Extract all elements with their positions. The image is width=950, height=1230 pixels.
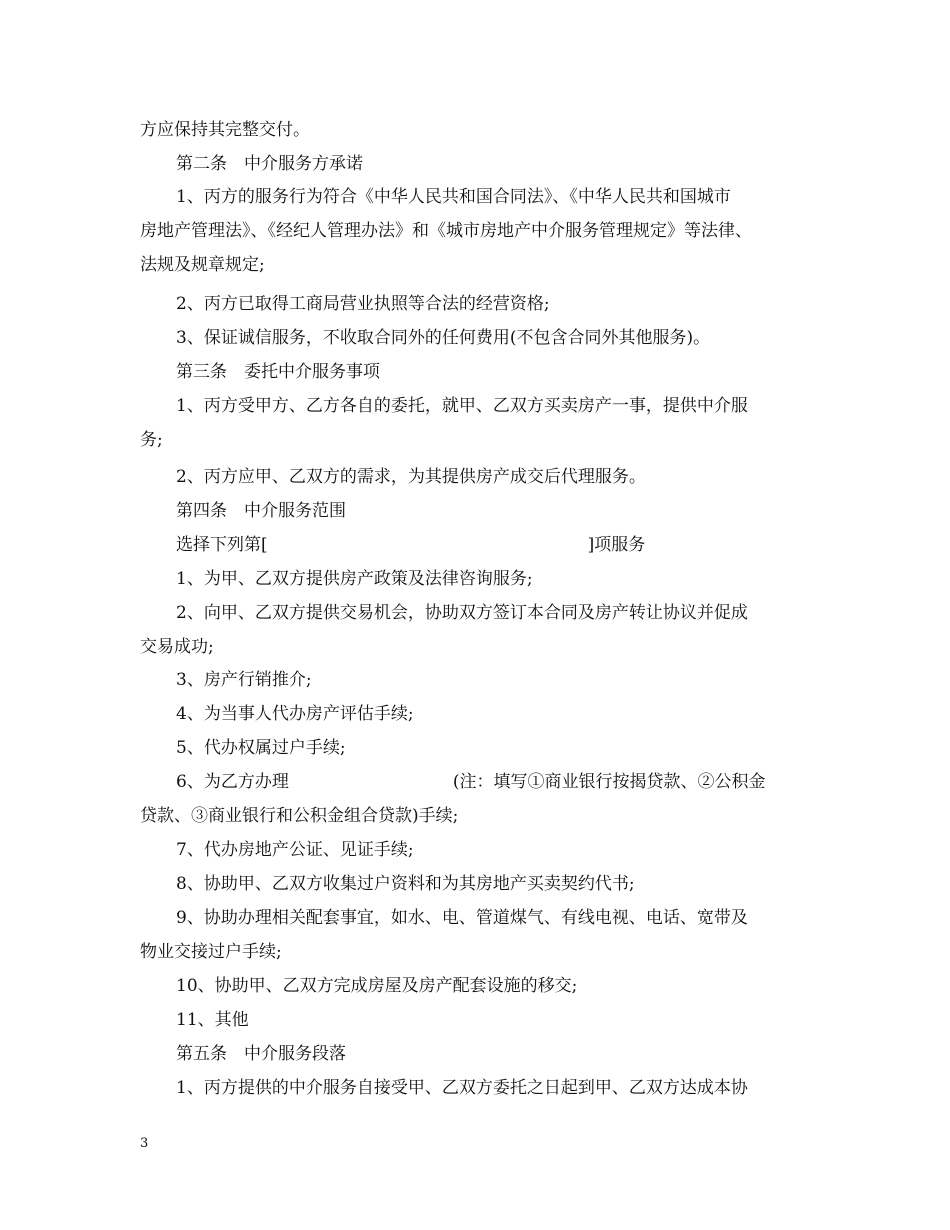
text-line: 11、其他 [176,1010,249,1030]
text-line: 1、丙方的服务行为符合《中华人民共和国合同法》、《中华人民共和国城市 [176,187,731,207]
text-line: 3、保证诚信服务，不收取合同外的任何费用(不包含合同外其他服务)。 [176,328,711,348]
loan-prefix: 6、为乙方办理 [176,772,289,792]
text-line: 1、丙方受甲方、乙方各自的委托，就甲、乙双方买卖房产一事，提供中介服 [176,396,748,416]
text-line: 交易成功; [140,637,214,657]
text-line: 房地产管理法》、《经纪人管理办法》和《城市房地产中介服务管理规定》等法律、 [140,221,752,241]
article-heading: 第五条 中介服务段落 [176,1044,346,1064]
article-heading: 第四条 中介服务范围 [176,501,346,521]
loan-note: (注：填写①商业银行按揭贷款、②公积金 [452,772,766,792]
text-line: 1、丙方提供的中介服务自接受甲、乙双方委托之日起到甲、乙双方达成本协 [176,1078,748,1098]
text-line: 3、房产行销推介; [176,670,312,690]
text-line: 8、协助甲、乙双方收集过户资料和为其房地产买卖契约代书; [176,874,635,894]
text-line: 5、代办权属过户手续; [176,738,346,758]
selection-suffix: ]项服务 [587,535,646,555]
text-line: 4、为当事人代办房产评估手续; [176,704,414,724]
text-line: 务; [140,430,163,450]
text-line: 方应保持其完整交付。 [140,120,310,140]
loan-type-line [176,765,876,799]
text-line: 贷款、③商业银行和公积金组合贷款)手续; [140,806,459,826]
article-heading: 第三条 委托中介服务事项 [176,362,380,382]
article-heading: 第二条 中介服务方承诺 [176,154,363,174]
text-line: 10、协助甲、乙双方完成房屋及房产配套设施的移交; [176,976,578,996]
text-line: 9、协助办理相关配套事宜，如水、电、管道煤气、有线电视、电话、宽带及 [176,908,748,928]
text-line: 2、丙方应甲、乙双方的需求，为其提供房产成交后代理服务。 [176,467,646,487]
text-line: 物业交接过户手续; [140,942,282,962]
selection-prefix: 选择下列第[ [176,535,268,555]
page-number: 3 [140,1136,149,1151]
text-line: 2、向甲、乙双方提供交易机会，协助双方签订本合同及房产转让协议并促成 [176,603,748,623]
text-line: 法规及规章规定; [140,255,265,275]
text-line: 2、丙方已取得工商局营业执照等合法的经营资格; [176,294,550,314]
text-line: 1、为甲、乙双方提供房产政策及法律咨询服务; [176,569,533,589]
text-line: 7、代办房地产公证、见证手续; [176,840,414,860]
service-selection-line [176,528,876,562]
